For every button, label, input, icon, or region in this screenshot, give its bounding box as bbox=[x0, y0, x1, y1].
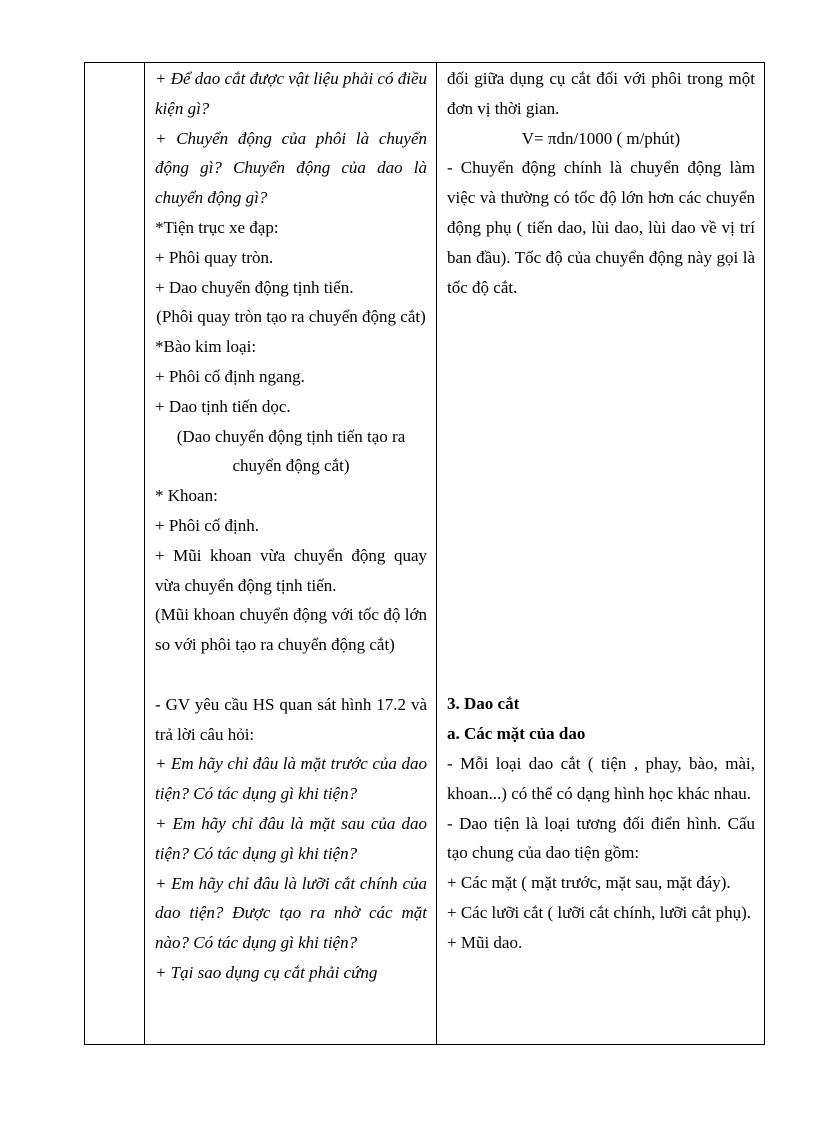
question-back-face: + Em hãy chỉ đâu là mặt sau của dao tiện? Có tác dụng gì khi tiện? bbox=[155, 813, 427, 863]
tool-faces-item: + Các mặt ( mặt trước, mặt sau, mặt đáy). bbox=[447, 873, 731, 893]
subsection-heading-tool-faces: a. Các mặt của dao bbox=[447, 724, 586, 744]
content-column bbox=[447, 63, 755, 958]
teacher-activity-column bbox=[155, 63, 427, 988]
column-divider-2 bbox=[436, 63, 437, 1044]
example-turning-line-1: + Phôi quay tròn. bbox=[155, 247, 274, 267]
example-planing-line-1: + Phôi cố định ngang. bbox=[155, 366, 305, 386]
question-main-edge: + Em hãy chỉ đâu là lưỡi cắt chính của dao tiện? Được tạo ra nhờ các mặt nào? Có tác dụng gì khi tiện? bbox=[155, 873, 427, 953]
example-drilling-line-1: + Phôi cố định. bbox=[155, 515, 260, 535]
teacher-request: - GV yêu cầu HS quan sát hình 17.2 và trả lời câu hỏi: bbox=[155, 694, 427, 744]
lesson-table bbox=[84, 62, 765, 1045]
example-planing-title: *Bào kim loại: bbox=[155, 337, 257, 357]
example-planing-line-2: + Dao tịnh tiến dọc. bbox=[155, 396, 291, 416]
example-turning-line-2: + Dao chuyển động tịnh tiến. bbox=[155, 277, 354, 297]
example-planing-note: (Dao chuyển động tịnh tiến tạo ra chuyển động cắt) bbox=[176, 426, 406, 476]
column-divider-1 bbox=[144, 63, 145, 1044]
example-turning-title: *Tiện trục xe đạp: bbox=[155, 217, 279, 237]
tool-types-text: - Mỗi loại dao cắt ( tiện , phay, bào, mài, khoan...) có thể có dạng hình học khác nhau. bbox=[447, 753, 755, 803]
main-motion-text: - Chuyển động chính là chuyển động làm việc và thường có tốc độ lớn hơn các chuyển động phụ ( tiến dao, lùi dao, lùi dao về vị trí ban đầu). Tốc độ của chuyển động này gọi là tốc độ cắt. bbox=[447, 158, 755, 297]
example-drilling-note: (Mũi khoan chuyển động với tốc độ lớn so với phôi tạo ra chuyển động cắt) bbox=[155, 605, 427, 655]
example-drilling-title: * Khoan: bbox=[155, 486, 218, 506]
question-hardness: + Tại sao dụng cụ cắt phải cứng bbox=[155, 962, 378, 982]
velocity-formula: V= πdn/1000 ( m/phút) bbox=[521, 128, 681, 148]
velocity-definition-tail: đối giữa dụng cụ cắt đối với phôi trong một đơn vị thời gian. bbox=[447, 69, 755, 118]
tool-tip-item: + Mũi dao. bbox=[447, 932, 523, 952]
example-turning-note: (Phôi quay tròn tạo ra chuyển động cắt) bbox=[156, 307, 426, 327]
question-motion: + Chuyển động của phôi là chuyển động gì? Chuyển động của dao là chuyển động gì? bbox=[155, 128, 427, 208]
cutting-edges-item: + Các lưỡi cắt ( lưỡi cắt chính, lưỡi cắt phụ). bbox=[447, 902, 751, 922]
example-drilling-line-2: + Mũi khoan vừa chuyển động quay vừa chuyển động tịnh tiến. bbox=[155, 545, 427, 595]
question-front-face: + Em hãy chỉ đâu là mặt trước của dao tiện? Có tác dụng gì khi tiện? bbox=[155, 754, 427, 804]
section-heading-cutting-tool: 3. Dao cắt bbox=[447, 694, 520, 714]
lathe-tool-structure-text: - Dao tiện là loại tương đối điển hình. Cấu tạo chung của dao tiện gồm: bbox=[447, 813, 755, 863]
question-cutting-condition: + Để dao cắt được vật liệu phải có điều kiện gì? bbox=[155, 69, 427, 118]
